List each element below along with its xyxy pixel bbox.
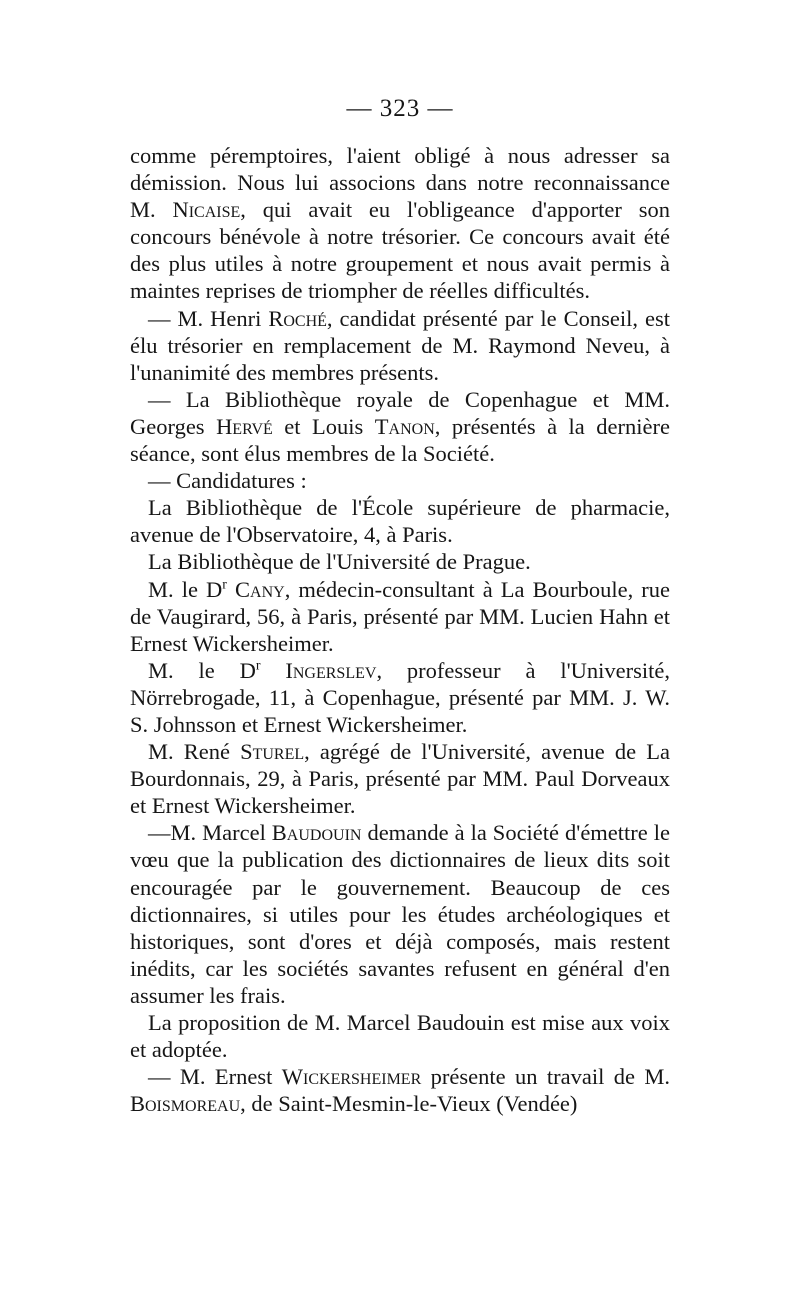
text-run: , candidat présenté par le Conseil, est élu trésorier en remplacement de M. Raymond Neveu, à l'unanimité des membres présents. — [130, 305, 670, 385]
paragraph — [130, 576, 670, 657]
superscript: r — [222, 577, 227, 592]
text-run: — Candidatures : — [148, 468, 307, 494]
small-caps-name: Hervé — [216, 413, 273, 439]
text-run: , qui avait eu l'obligeance d'apporter son concours bénévole à notre trésorier. Ce concours avait été des plus utiles à notre groupement et nous avait permis à maintes reprises de triompher de réelles difficultés. — [130, 197, 670, 304]
text-run: M. René — [148, 739, 241, 765]
small-caps-name: Nicaise — [172, 197, 241, 223]
small-caps-name: Tanon — [374, 413, 435, 439]
text-run: , médecin-consultant à La Bourboule, rue de Vaugirard, 56, à Paris, présenté par MM. Lucien Hahn et Ernest Wickersheimer. — [130, 576, 671, 656]
paragraph — [130, 386, 670, 467]
text-run: La proposition de M. Marcel Baudouin est mise aux voix et adoptée. — [130, 1010, 670, 1063]
text-run: La Bibliothèque de l'École supérieure de pharmacie, avenue de l'Observatoire, 4, à Paris. — [130, 495, 670, 548]
text-run — [261, 658, 286, 683]
paragraph — [130, 819, 670, 1009]
text-run: — M. Henri — [148, 305, 269, 331]
text-run: présente un travail de M. — [421, 1064, 670, 1090]
text-run: — La Bibliothèque royale de Copenhague et MM. Georges — [130, 386, 670, 439]
paragraph — [130, 657, 670, 738]
text-run: La Bibliothèque de l'Université de Prague. — [148, 549, 531, 575]
paragraph — [130, 548, 670, 575]
text-run — [227, 577, 235, 602]
paragraph — [130, 494, 670, 548]
small-caps-name: Baudouin — [271, 820, 362, 846]
text-run: et Louis — [272, 413, 375, 439]
text-run: , de Saint-Mesmin-le-Vieux (Vendée) — [240, 1091, 578, 1117]
text-run: demande à la Société d'émettre le vœu que la publication des dictionnaires de lieux dits soit encouragée par le gouvernement. Beaucoup de ces dictionnaires, si utiles pour les études archéologiques et historiques, sont d'ores et déjà composés, mais restent inédits, car les sociétés savantes refusent en général d'en assumer les frais. — [130, 820, 670, 1008]
paragraph — [130, 1009, 670, 1063]
small-caps-name: Wickersheimer — [281, 1064, 422, 1090]
paragraph — [130, 738, 670, 819]
small-caps-name: Roché — [268, 305, 327, 331]
paragraph — [130, 467, 670, 494]
text-run: —M. Marcel — [148, 820, 272, 846]
paragraph — [130, 142, 670, 305]
text-run: , agrégé de l'Université, avenue de La Bourdonnais, 29, à Paris, présenté par MM. Paul Dorveaux et Ernest Wickersheimer. — [130, 739, 670, 819]
text-run: , professeur à l'Université, Nörrebrogade, 11, à Copenhague, présenté par MM. J. W. S. Johnsson et Ernest Wickersheimer. — [130, 657, 671, 737]
body-text — [130, 142, 670, 1117]
paragraph — [130, 305, 670, 386]
superscript: r — [255, 658, 261, 674]
small-caps-name: Sturel — [240, 739, 305, 765]
text-run: — M. Ernest — [148, 1064, 282, 1090]
small-caps-name: Ingerslev — [285, 657, 377, 683]
small-caps-name: Cany — [235, 576, 285, 602]
text-run: M. le D — [148, 657, 256, 683]
text-run: comme péremptoires, l'aient obligé à nous adresser sa démission. Nous lui associons dans notre reconnaissance M. — [130, 143, 670, 223]
text-run: M. le D — [148, 576, 223, 602]
page-number: — 323 — — [346, 95, 454, 122]
small-caps-name: Boismoreau — [130, 1091, 241, 1117]
paragraph — [130, 1063, 670, 1117]
text-run: , présentés à la dernière séance, sont élus membres de la Société. — [130, 413, 670, 467]
